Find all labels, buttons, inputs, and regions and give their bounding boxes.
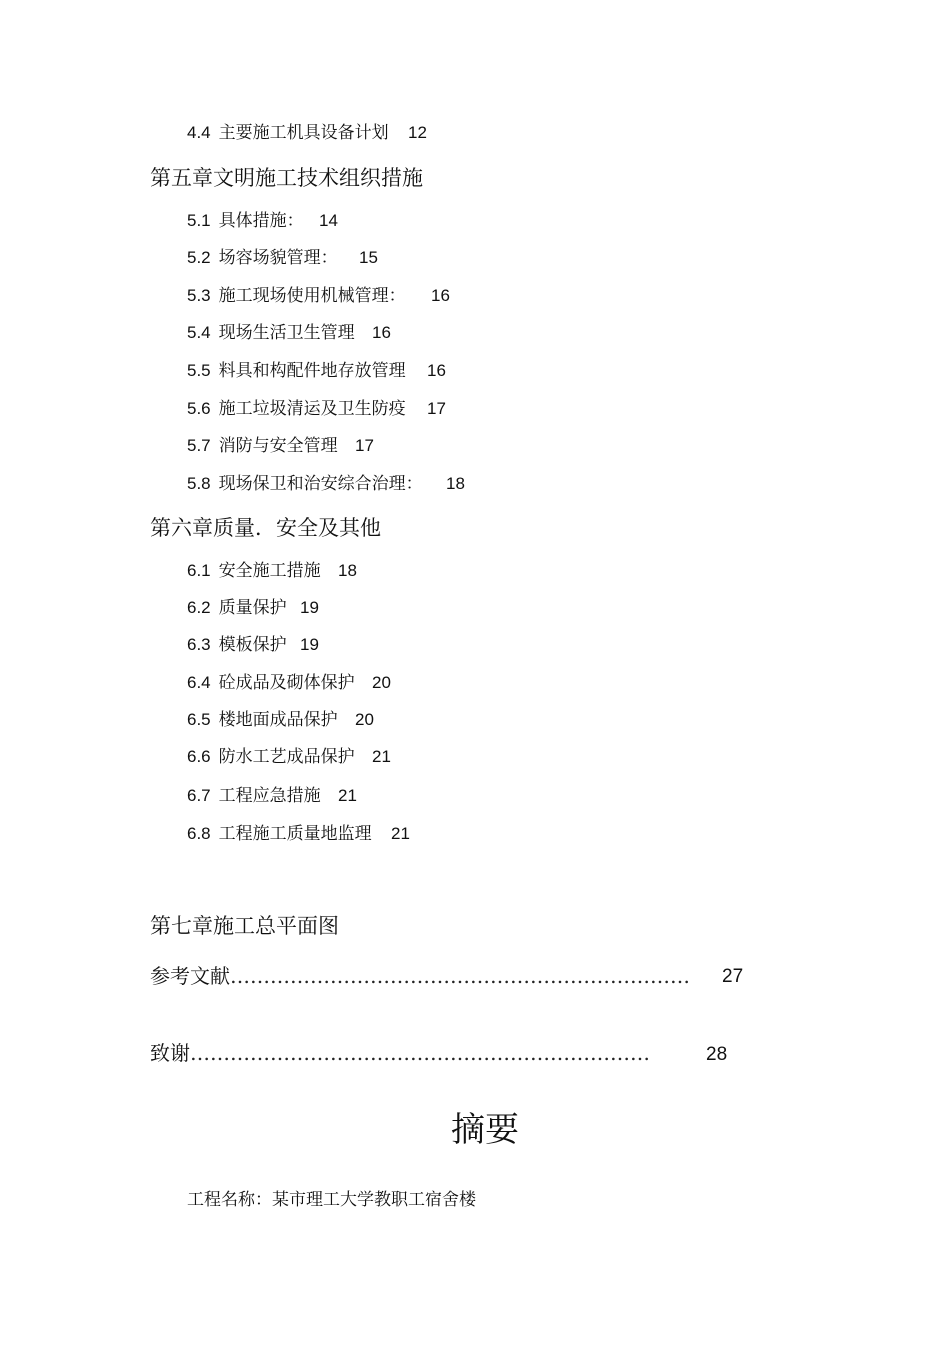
- toc-entry-6-8[interactable]: [187, 823, 410, 845]
- toc-entry-number: 6.8: [187, 824, 211, 843]
- toc-entry-page: 21: [391, 824, 410, 843]
- toc-entry-5-3[interactable]: [187, 285, 450, 307]
- toc-entry-number: 5.5: [187, 361, 211, 380]
- toc-acknowledgements-title: 致谢: [150, 1041, 190, 1065]
- toc-entry-number: 5.7: [187, 436, 211, 455]
- toc-references-title: 参考文献: [150, 964, 230, 988]
- toc-entry-title: 料具和构配件地存放管理: [218, 361, 406, 381]
- project-name-label: 工程名称：: [187, 1190, 272, 1210]
- toc-entry-page: 15: [359, 248, 378, 267]
- toc-entry-number: 6.6: [187, 747, 211, 766]
- toc-references[interactable]: [150, 963, 750, 989]
- toc-entry-page: 16: [431, 286, 450, 305]
- toc-entry-page: 21: [372, 747, 391, 766]
- toc-entry-title: 场容场貌管理：: [218, 248, 338, 268]
- toc-entry-page: 14: [319, 211, 338, 230]
- toc-entry-number: 6.7: [187, 786, 211, 805]
- toc-references-page: 27: [722, 966, 744, 987]
- project-name-line: [187, 1189, 476, 1211]
- toc-entry-title: 施工垃圾清运及卫生防疫: [218, 399, 406, 419]
- toc-entry-number: 6.5: [187, 710, 211, 729]
- toc-entry-title: 模板保护: [218, 635, 287, 655]
- toc-entry-page: 20: [372, 673, 391, 692]
- toc-entry-number: 5.4: [187, 323, 211, 342]
- toc-entry-title: 现场生活卫生管理: [218, 323, 355, 343]
- toc-entry-6-3[interactable]: [187, 634, 319, 656]
- toc-entry-title: 消防与安全管理: [218, 436, 338, 456]
- abstract-heading: 摘要: [451, 1110, 519, 1150]
- toc-chapter-5[interactable]: 第五章文明施工技术组织措施: [150, 166, 423, 190]
- toc-entry-number: 4.4: [187, 123, 211, 142]
- toc-entry-title: 施工现场使用机械管理：: [218, 286, 406, 306]
- toc-entry-title: 质量保护: [218, 598, 287, 618]
- toc-entry-5-7[interactable]: [187, 435, 374, 457]
- toc-entry-title: 主要施工机具设备计划: [218, 123, 389, 143]
- toc-entry-page: 19: [300, 598, 319, 617]
- toc-entry-number: 6.3: [187, 635, 211, 654]
- toc-entry-page: 19: [300, 635, 319, 654]
- toc-entry-number: 5.6: [187, 399, 211, 418]
- toc-entry-page: 18: [446, 474, 465, 493]
- toc-entry-6-5[interactable]: [187, 709, 374, 731]
- toc-entry-page: 18: [338, 561, 357, 580]
- project-name-value: 某市理工大学教职工宿舍楼: [272, 1190, 476, 1210]
- toc-acknowledgements-page: 28: [706, 1044, 728, 1065]
- toc-acknowledgements[interactable]: [150, 1040, 750, 1066]
- toc-entry-number: 5.2: [187, 248, 211, 267]
- toc-entry-page: 20: [355, 710, 374, 729]
- toc-entry-title: 砼成品及砌体保护: [218, 673, 355, 693]
- toc-leader-dots: ……………………………………………………………: [230, 964, 690, 988]
- toc-entry-number: 5.8: [187, 474, 211, 493]
- toc-entry-5-6[interactable]: [187, 398, 446, 420]
- toc-entry-6-2[interactable]: [187, 597, 319, 619]
- toc-entry-title: 具体措施：: [218, 211, 304, 231]
- toc-entry-5-1[interactable]: [187, 210, 338, 232]
- toc-chapter-6[interactable]: 第六章质量．安全及其他: [150, 516, 381, 540]
- toc-leader-dots: ……………………………………………………………: [190, 1041, 650, 1065]
- toc-entry-6-7[interactable]: [187, 785, 357, 807]
- toc-entry-5-5[interactable]: [187, 360, 446, 382]
- toc-entry-title: 现场保卫和治安综合治理：: [218, 474, 423, 494]
- toc-entry-page: 17: [427, 399, 446, 418]
- toc-entry-page: 16: [372, 323, 391, 342]
- toc-entry-title: 防水工艺成品保护: [218, 747, 355, 767]
- toc-entry-5-8[interactable]: [187, 473, 465, 495]
- toc-entry-title: 工程施工质量地监理: [218, 824, 372, 844]
- toc-chapter-7[interactable]: 第七章施工总平面图: [150, 914, 339, 938]
- toc-entry-number: 6.4: [187, 673, 211, 692]
- toc-entry-5-2[interactable]: [187, 247, 378, 269]
- toc-entry-page: 12: [408, 123, 427, 142]
- toc-entry-page: 21: [338, 786, 357, 805]
- toc-entry-6-6[interactable]: [187, 746, 391, 768]
- toc-entry-title: 安全施工措施: [218, 561, 321, 581]
- toc-entry-number: 5.1: [187, 211, 211, 230]
- toc-entry-number: 5.3: [187, 286, 211, 305]
- toc-entry-page: 17: [355, 436, 374, 455]
- toc-entry-number: 6.1: [187, 561, 211, 580]
- toc-entry-title: 工程应急措施: [218, 786, 321, 806]
- toc-entry-number: 6.2: [187, 598, 211, 617]
- toc-entry-5-4[interactable]: [187, 322, 391, 344]
- toc-entry-6-1[interactable]: [187, 560, 357, 582]
- toc-entry-4-4[interactable]: [187, 122, 427, 144]
- toc-entry-title: 楼地面成品保护: [218, 710, 338, 730]
- toc-entry-6-4[interactable]: [187, 672, 391, 694]
- toc-entry-page: 16: [427, 361, 446, 380]
